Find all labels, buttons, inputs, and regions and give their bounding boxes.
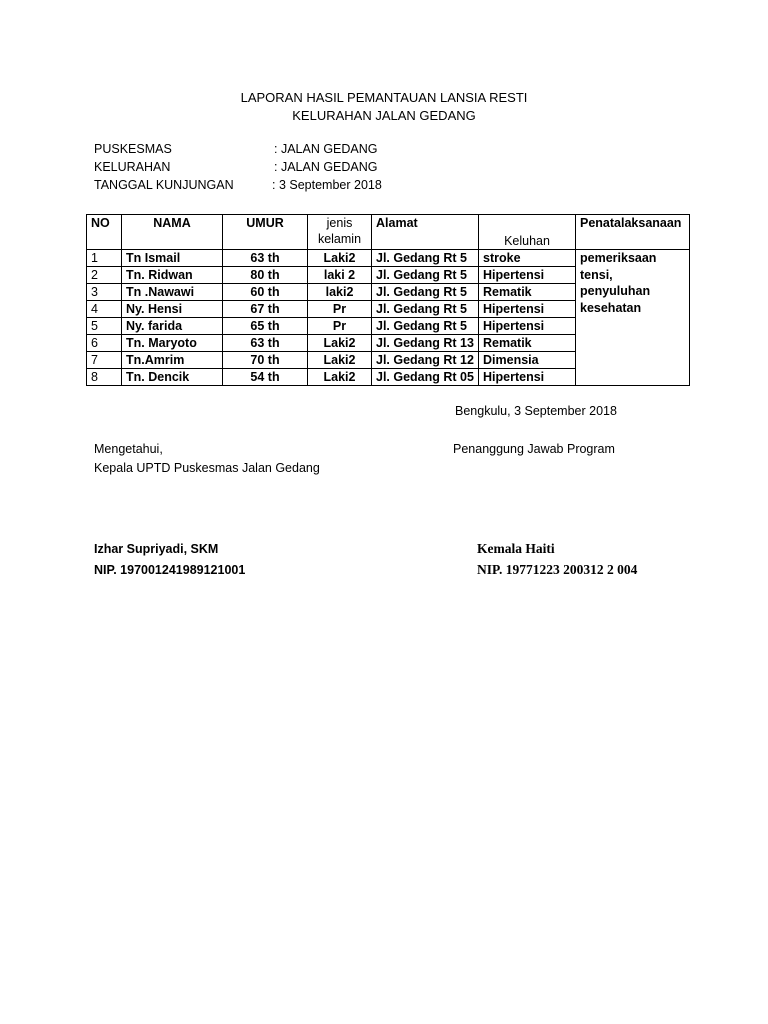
cell-no: 7 <box>87 352 122 369</box>
cell-alamat: Jl. Gedang Rt 5 <box>372 301 479 318</box>
info-label: TANGGAL KUNJUNGAN <box>94 178 234 192</box>
cell-umur: 63 th <box>223 250 308 267</box>
penatalaksanaan-line: pemeriksaan <box>580 251 657 265</box>
header-no: NO <box>87 215 122 250</box>
cell-alamat: Jl. Gedang Rt 5 <box>372 267 479 284</box>
info-value: : JALAN GEDANG <box>274 142 378 156</box>
cell-no: 8 <box>87 369 122 386</box>
cell-no: 1 <box>87 250 122 267</box>
jabatan-kiri: Kepala UPTD Puskesmas Jalan Gedang <box>94 461 320 475</box>
signatory-left-name: Izhar Supriyadi, SKM <box>94 542 219 556</box>
header-penatalaksanaan: Penatalaksanaan <box>576 215 690 250</box>
info-value: : 3 September 2018 <box>272 178 382 192</box>
penatalaksanaan-line: kesehatan <box>580 300 642 315</box>
penatalaksanaan-line: penyuluhan <box>580 284 651 298</box>
penatalaksanaan-line: tensi, <box>580 267 613 282</box>
jabatan-kanan: Penanggung Jawab Program <box>453 442 615 456</box>
cell-umur: 67 th <box>223 301 308 318</box>
report-subtitle: KELURAHAN JALAN GEDANG <box>292 108 476 123</box>
signatory-right-nip: NIP. 19771223 200312 2 004 <box>477 562 638 577</box>
cell-no: 2 <box>87 267 122 284</box>
cell-keluhan: Rematik <box>479 335 576 352</box>
header-umur: UMUR <box>223 215 308 250</box>
info-value: : JALAN GEDANG <box>274 160 378 174</box>
header-jenis-kelamin <box>308 215 372 250</box>
cell-keluhan: Hipertensi <box>479 301 576 318</box>
cell-umur: 70 th <box>223 352 308 369</box>
report-title: LAPORAN HASIL PEMANTAUAN LANSIA RESTI <box>240 90 528 105</box>
cell-umur: 60 th <box>223 284 308 301</box>
header-jenis-line1: jenis <box>326 216 353 230</box>
header-nama: NAMA <box>122 215 223 250</box>
mengetahui-label: Mengetahui, <box>94 442 163 456</box>
cell-alamat: Jl. Gedang Rt 5 <box>372 284 479 301</box>
cell-umur: 80 th <box>223 267 308 284</box>
signatory-right-name: Kemala Haiti <box>477 541 555 556</box>
cell-keluhan: Rematik <box>479 284 576 301</box>
table-row <box>87 250 690 267</box>
cell-keluhan: Hipertensi <box>479 267 576 284</box>
table-header-row <box>87 215 690 250</box>
cell-jenis: Pr <box>308 318 372 335</box>
cell-jenis: Laki2 <box>308 369 372 386</box>
cell-keluhan: Hipertensi <box>479 369 576 386</box>
cell-nama: Tn .Nawawi <box>122 284 223 301</box>
cell-no: 3 <box>87 284 122 301</box>
cell-keluhan: stroke <box>479 250 576 267</box>
signatory-left-nip: NIP. 197001241989121001 <box>94 563 246 577</box>
cell-alamat: Jl. Gedang Rt 13 <box>372 335 479 352</box>
cell-nama: Ny. farida <box>122 318 223 335</box>
cell-nama: Tn. Maryoto <box>122 335 223 352</box>
cell-alamat: Jl. Gedang Rt 5 <box>372 250 479 267</box>
cell-no: 6 <box>87 335 122 352</box>
cell-jenis: Laki2 <box>308 352 372 369</box>
cell-nama: Tn Ismail <box>122 250 223 267</box>
cell-jenis: Laki2 <box>308 335 372 352</box>
cell-keluhan: Hipertensi <box>479 318 576 335</box>
cell-no: 4 <box>87 301 122 318</box>
cell-umur: 63 th <box>223 335 308 352</box>
cell-nama: Tn.Amrim <box>122 352 223 369</box>
cell-jenis: Laki2 <box>308 250 372 267</box>
cell-nama: Tn. Ridwan <box>122 267 223 284</box>
header-jenis-line2: kelamin <box>317 232 362 246</box>
cell-penatalaksanaan <box>576 250 690 386</box>
cell-nama: Ny. Hensi <box>122 301 223 318</box>
info-label: KELURAHAN <box>94 160 171 174</box>
cell-jenis: laki 2 <box>308 267 372 284</box>
cell-keluhan: Dimensia <box>479 352 576 369</box>
cell-no: 5 <box>87 318 122 335</box>
cell-jenis: laki2 <box>308 284 372 301</box>
cell-umur: 65 th <box>223 318 308 335</box>
header-alamat: Alamat <box>372 215 479 250</box>
monitoring-table <box>86 214 690 386</box>
place-date: Bengkulu, 3 September 2018 <box>455 404 617 418</box>
header-keluhan: Keluhan <box>479 215 576 250</box>
cell-nama: Tn. Dencik <box>122 369 223 386</box>
cell-alamat: Jl. Gedang Rt 5 <box>372 318 479 335</box>
cell-alamat: Jl. Gedang Rt 12 <box>372 352 479 369</box>
cell-jenis: Pr <box>308 301 372 318</box>
info-label: PUSKESMAS <box>94 142 172 156</box>
cell-umur: 54 th <box>223 369 308 386</box>
cell-alamat: Jl. Gedang Rt 05 <box>372 369 479 386</box>
